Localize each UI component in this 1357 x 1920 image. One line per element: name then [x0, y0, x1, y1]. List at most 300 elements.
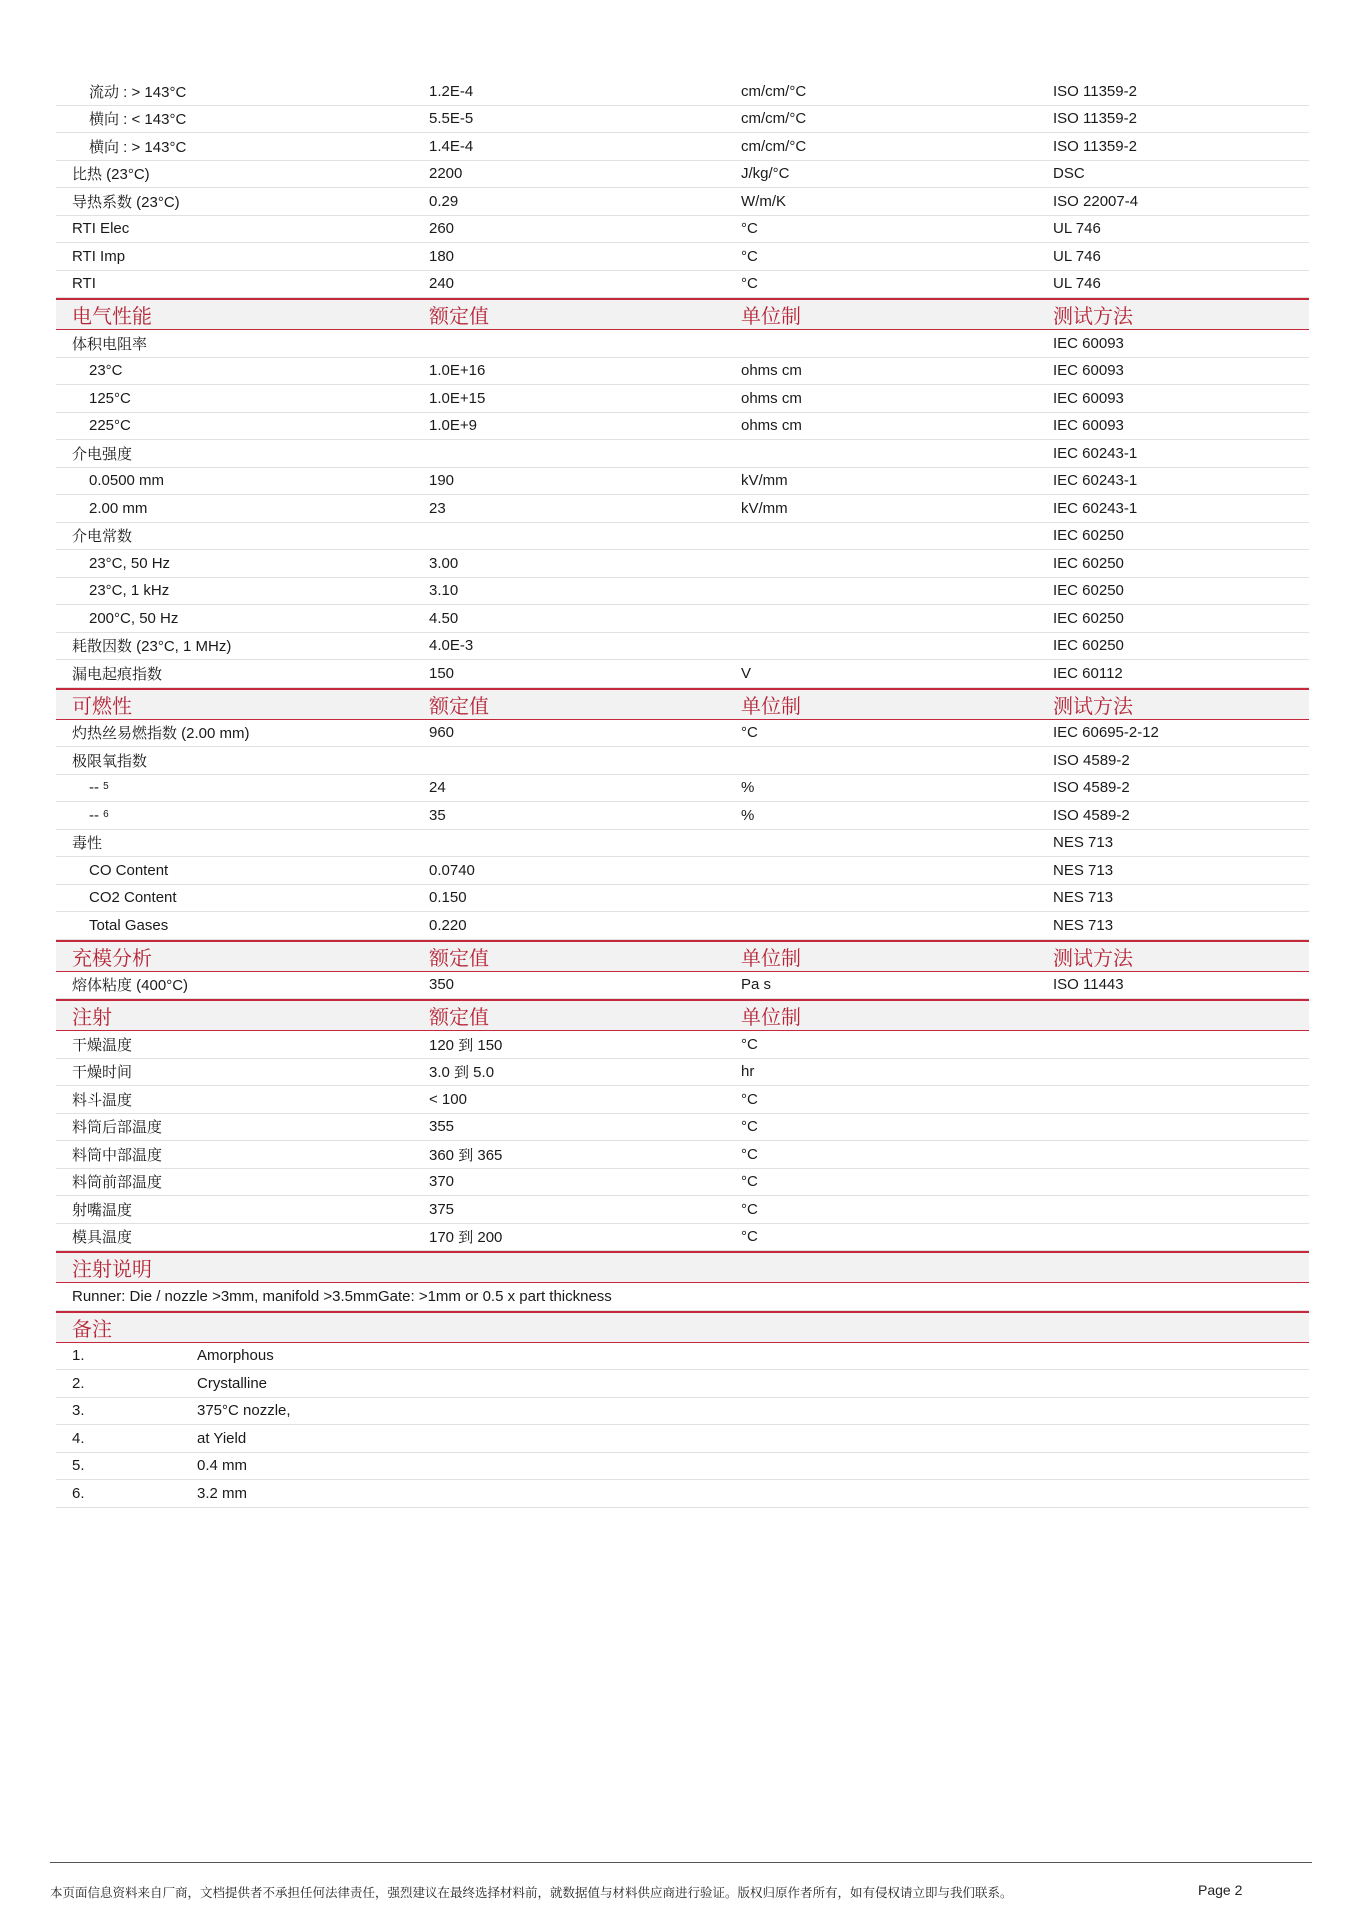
table-row [56, 578, 1309, 606]
property-value [429, 500, 741, 517]
property-unit [741, 83, 1053, 100]
note-number: 6. [72, 1484, 85, 1502]
property-value [429, 889, 741, 906]
property-name [56, 1034, 429, 1055]
injection-notes-text: Runner: Die / nozzle >3mm, manifold >3.5mmGate: >1mm or 0.5 x part thickness [72, 1287, 612, 1305]
property-name [56, 81, 429, 102]
property-name-text: 耗散因数 (23°C, 1 MHz) [72, 638, 232, 656]
property-value [429, 1091, 741, 1108]
property-value [429, 390, 741, 407]
table-row [56, 358, 1309, 386]
property-unit [741, 362, 1053, 379]
property-value [429, 472, 741, 489]
test-method-text: ISO 11359-2 [1053, 110, 1137, 128]
note-item [56, 1480, 1309, 1508]
property-name-text: 模具温度 [72, 1229, 133, 1247]
property-value [429, 362, 741, 379]
property-value [429, 665, 741, 682]
property-value-text: 0.150 [429, 889, 467, 907]
property-unit [741, 1036, 1053, 1053]
property-unit-text: cm/cm/°C [741, 110, 807, 128]
property-name [56, 220, 429, 237]
property-name [56, 974, 429, 995]
property-name-text: 介电常数 [72, 528, 133, 546]
property-value [429, 248, 741, 265]
footer-divider [50, 1862, 1312, 1863]
property-value [429, 138, 741, 155]
property-name-text: 比热 (23°C) [72, 166, 150, 184]
table-row [56, 330, 1309, 358]
property-value [429, 976, 741, 993]
test-method-text: NES 713 [1053, 861, 1114, 879]
property-unit-text: J/kg/°C [741, 165, 790, 183]
test-method-text: ISO 4589-2 [1053, 779, 1130, 797]
electrical-section-rows [56, 330, 1309, 688]
test-method [1053, 275, 1309, 292]
property-unit [741, 390, 1053, 407]
table-row [56, 1224, 1309, 1252]
note-text: 0.4 mm [197, 1457, 248, 1475]
test-method-text: UL 746 [1053, 275, 1101, 293]
property-name [56, 472, 429, 489]
note-item [56, 1370, 1309, 1398]
property-unit [741, 976, 1053, 993]
note-item [56, 1425, 1309, 1453]
property-name [56, 1199, 429, 1220]
property-name-text: 毒性 [72, 835, 103, 853]
table-row [56, 243, 1309, 271]
property-name [56, 582, 429, 599]
property-value-text: 1.2E-4 [429, 82, 474, 100]
test-method-text: UL 746 [1053, 220, 1101, 238]
column-header-value: 额定值 [429, 306, 489, 328]
test-method [1053, 555, 1309, 572]
property-name [56, 750, 429, 771]
property-unit [741, 275, 1053, 292]
section-title: 注射说明 [72, 1259, 152, 1281]
table-row [56, 271, 1309, 299]
property-unit [741, 417, 1053, 434]
property-unit [741, 1146, 1053, 1163]
property-name-text: 熔体粘度 (400°C) [72, 977, 189, 995]
property-name-text: 干燥温度 [72, 1036, 133, 1054]
property-name-text: 料筒后部温度 [72, 1119, 163, 1137]
property-unit-text: ohms cm [741, 417, 802, 435]
section-title: 可燃性 [72, 695, 132, 718]
table-row [56, 440, 1309, 468]
property-unit-text: °C [741, 1118, 758, 1136]
property-name-text: 极限氧指数 [72, 752, 148, 770]
property-unit-text: Pa s [741, 976, 772, 994]
test-method [1053, 917, 1309, 934]
property-name-text: 200°C, 50 Hz [89, 609, 179, 627]
property-name [56, 191, 429, 212]
test-method-text: IEC 60695-2-12 [1053, 724, 1159, 742]
property-value-text: 260 [429, 220, 455, 238]
note-text: 3.2 mm [197, 1484, 248, 1502]
test-method [1053, 779, 1309, 796]
table-row [56, 413, 1309, 441]
test-method [1053, 889, 1309, 906]
property-value-text: 150 [429, 664, 455, 682]
test-method-text: IEC 60243-1 [1053, 499, 1138, 517]
note-item [56, 1398, 1309, 1426]
property-unit-text: °C [741, 1145, 758, 1163]
note-item [56, 1343, 1309, 1371]
property-value-text: 0.29 [429, 192, 459, 210]
property-value [429, 610, 741, 627]
table-row [56, 1196, 1309, 1224]
column-header-unit: 单位制 [741, 695, 801, 718]
property-name [56, 136, 429, 157]
property-name [56, 1089, 429, 1110]
fill-analysis-section-rows [56, 972, 1309, 1000]
note-number: 4. [72, 1429, 85, 1447]
table-row [56, 857, 1309, 885]
property-value [429, 1201, 741, 1218]
property-unit [741, 1201, 1053, 1218]
test-method [1053, 472, 1309, 489]
property-value [429, 1118, 741, 1135]
test-method [1053, 193, 1309, 210]
footnote-ref: 6 [103, 808, 109, 820]
electrical-header [56, 298, 1309, 330]
test-method-text: ISO 4589-2 [1053, 806, 1130, 824]
table-row [56, 1031, 1309, 1059]
test-method-text: ISO 11359-2 [1053, 137, 1137, 155]
table-row [56, 972, 1309, 1000]
property-name-text: RTI Elec [72, 220, 130, 238]
injection-section-rows [56, 1031, 1309, 1251]
test-method-text: UL 746 [1053, 247, 1101, 265]
property-name-text: 23°C, 50 Hz [89, 554, 171, 572]
property-name [56, 779, 429, 796]
section-title: 备注 [72, 1318, 112, 1341]
note-number: 2. [72, 1374, 85, 1392]
injection-notes-row [56, 1283, 1309, 1311]
property-unit-text: °C [741, 220, 758, 238]
property-unit [741, 472, 1053, 489]
table-row [56, 1114, 1309, 1142]
property-name [56, 417, 429, 434]
table-row [56, 468, 1309, 496]
table-row [56, 775, 1309, 803]
table-row [56, 216, 1309, 244]
test-method [1053, 335, 1309, 352]
property-unit-text: W/m/K [741, 192, 786, 210]
property-value [429, 1061, 741, 1082]
property-value-text: 1.0E+9 [429, 417, 477, 435]
note-number: 3. [72, 1402, 85, 1420]
table-row [56, 802, 1309, 830]
test-method [1053, 248, 1309, 265]
test-method-text: IEC 60250 [1053, 554, 1124, 572]
test-method-text: IEC 60250 [1053, 527, 1124, 545]
table-row [56, 1141, 1309, 1169]
test-method [1053, 752, 1309, 769]
property-name-text: 2.00 mm [89, 499, 148, 517]
test-method-text: IEC 60112 [1053, 664, 1123, 682]
property-name-text: 0.0500 mm [89, 472, 165, 490]
property-value-text: 0.220 [429, 916, 467, 934]
property-value [429, 724, 741, 741]
property-value [429, 862, 741, 879]
test-method [1053, 527, 1309, 544]
section-title: 电气性能 [72, 306, 152, 328]
note-text: Amorphous [197, 1347, 274, 1365]
property-name-text: 介电强度 [72, 445, 133, 463]
table-row [56, 830, 1309, 858]
notes-header [56, 1311, 1309, 1343]
property-unit [741, 807, 1053, 824]
note-text: 375°C nozzle, [197, 1402, 291, 1420]
property-value [429, 1173, 741, 1190]
property-value-text: 3.00 [429, 554, 459, 572]
property-unit [741, 165, 1053, 182]
property-unit [741, 779, 1053, 796]
thermal-section-rows [56, 78, 1309, 298]
property-name-text: -- [89, 779, 99, 797]
property-unit [741, 248, 1053, 265]
property-name [56, 722, 429, 743]
property-unit [741, 1063, 1053, 1080]
table-row [56, 720, 1309, 748]
property-value-text: 120 到 150 [429, 1036, 503, 1054]
table-row [56, 885, 1309, 913]
column-header-unit: 单位制 [741, 1007, 801, 1029]
property-name-text: 射嘴温度 [72, 1201, 133, 1219]
property-name [56, 555, 429, 572]
table-row [56, 1059, 1309, 1087]
section-title: 注射 [72, 1007, 112, 1029]
property-unit [741, 193, 1053, 210]
property-name [56, 862, 429, 879]
property-value-text: 190 [429, 472, 455, 490]
property-name-text: 料筒前部温度 [72, 1174, 163, 1192]
property-value [429, 220, 741, 237]
property-unit-text: cm/cm/°C [741, 137, 807, 155]
test-method [1053, 834, 1309, 851]
section-title: 充模分析 [72, 947, 152, 970]
property-unit [741, 138, 1053, 155]
property-name [56, 390, 429, 407]
property-name-text: 体积电阻率 [72, 335, 148, 353]
property-name [56, 635, 429, 656]
property-unit-text: °C [741, 1200, 758, 1218]
table-row [56, 523, 1309, 551]
table-row [56, 660, 1309, 688]
test-method [1053, 500, 1309, 517]
table-row [56, 78, 1309, 106]
test-method [1053, 362, 1309, 379]
property-value-text: 35 [429, 806, 446, 824]
property-unit-text: % [741, 779, 755, 797]
test-method [1053, 637, 1309, 654]
property-value [429, 807, 741, 824]
property-unit-text: °C [741, 275, 758, 293]
test-method [1053, 582, 1309, 599]
property-value-text: 3.0 到 5.0 [429, 1064, 495, 1082]
column-header-unit: 单位制 [741, 306, 801, 328]
test-method-text: IEC 60243-1 [1053, 444, 1138, 462]
property-name-text: 225°C [89, 417, 131, 435]
property-name-text: 导热系数 (23°C) [72, 193, 180, 211]
test-method [1053, 807, 1309, 824]
property-unit [741, 665, 1053, 682]
property-unit-text: °C [741, 1090, 758, 1108]
test-method-text: NES 713 [1053, 889, 1114, 907]
property-unit-text: °C [741, 1228, 758, 1246]
test-method-text: IEC 60093 [1053, 417, 1124, 435]
property-value-text: 24 [429, 779, 446, 797]
test-method [1053, 724, 1309, 741]
test-method-text: IEC 60243-1 [1053, 472, 1138, 490]
property-value-text: 0.0740 [429, 861, 475, 879]
property-value-text: 1.0E+16 [429, 362, 486, 380]
datasheet [56, 78, 1309, 1508]
property-unit [741, 500, 1053, 517]
property-name [56, 500, 429, 517]
test-method-text: IEC 60093 [1053, 362, 1124, 380]
property-value [429, 110, 741, 127]
test-method [1053, 83, 1309, 100]
property-unit-text: °C [741, 724, 758, 742]
test-method-text: ISO 22007-4 [1053, 192, 1139, 210]
column-header-method: 测试方法 [1053, 695, 1133, 718]
property-name-text: 料筒中部温度 [72, 1146, 163, 1164]
table-row [56, 188, 1309, 216]
table-row [56, 1086, 1309, 1114]
flammability-header [56, 688, 1309, 720]
property-unit-text: % [741, 806, 755, 824]
column-header-method: 测试方法 [1053, 947, 1133, 970]
property-value-text: 2200 [429, 165, 463, 183]
test-method-text: IEC 60250 [1053, 609, 1124, 627]
property-value [429, 637, 741, 654]
property-unit [741, 220, 1053, 237]
note-number: 1. [72, 1347, 85, 1365]
property-name-text: 横向 : < 143°C [89, 111, 187, 129]
table-row [56, 747, 1309, 775]
property-value-text: < 100 [429, 1090, 467, 1108]
column-header-value: 额定值 [429, 695, 489, 718]
table-row [56, 385, 1309, 413]
property-value-text: 960 [429, 724, 455, 742]
property-unit [741, 1118, 1053, 1135]
property-name [56, 1061, 429, 1082]
property-value-text: 375 [429, 1200, 455, 1218]
test-method [1053, 390, 1309, 407]
property-name [56, 163, 429, 184]
property-name-text: 横向 : > 143°C [89, 138, 187, 156]
property-unit-text: ohms cm [741, 362, 802, 380]
note-number: 5. [72, 1457, 85, 1475]
property-name-text: Total Gases [89, 916, 169, 934]
table-row [56, 633, 1309, 661]
property-name [56, 248, 429, 265]
column-header-unit: 单位制 [741, 947, 801, 970]
property-value [429, 779, 741, 796]
property-unit [741, 724, 1053, 741]
property-name [56, 832, 429, 853]
property-name [56, 443, 429, 464]
property-value [429, 1226, 741, 1247]
property-name [56, 333, 429, 354]
table-row [56, 912, 1309, 940]
test-method [1053, 445, 1309, 462]
property-name-text: 流动 : > 143°C [89, 83, 187, 101]
property-unit [741, 1091, 1053, 1108]
property-value [429, 193, 741, 210]
property-unit-text: °C [741, 247, 758, 265]
property-value [429, 417, 741, 434]
note-text: at Yield [197, 1429, 247, 1447]
column-header-method: 测试方法 [1053, 306, 1133, 328]
test-method-text: DSC [1053, 165, 1085, 183]
test-method-text: IEC 60093 [1053, 389, 1124, 407]
property-unit [741, 1228, 1053, 1245]
test-method-text: NES 713 [1053, 834, 1114, 852]
property-name [56, 610, 429, 627]
property-value [429, 582, 741, 599]
property-name-text: 125°C [89, 389, 131, 407]
property-unit-text: ohms cm [741, 389, 802, 407]
column-header-value: 额定值 [429, 1007, 489, 1029]
property-name [56, 1226, 429, 1247]
property-value-text: 4.0E-3 [429, 637, 474, 655]
property-value-text: 4.50 [429, 609, 459, 627]
page-number: Page 2 [1198, 1882, 1243, 1898]
property-name-text: RTI [72, 275, 96, 293]
property-value [429, 83, 741, 100]
property-value-text: 180 [429, 247, 455, 265]
table-row [56, 161, 1309, 189]
property-unit-text: hr [741, 1063, 755, 1081]
property-name [56, 807, 429, 824]
table-row [56, 1169, 1309, 1197]
property-value-text: 23 [429, 499, 446, 517]
property-value-text: 1.0E+15 [429, 389, 486, 407]
test-method [1053, 665, 1309, 682]
property-value [429, 555, 741, 572]
test-method [1053, 110, 1309, 127]
property-name [56, 108, 429, 129]
property-unit-text: °C [741, 1035, 758, 1053]
footer-disclaimer: 本页面信息资料来自厂商，文档提供者不承担任何法律责任，强烈建议在最终选择材料前，就数据值与材料供应商进行验证。版权归原作者所有，如有侵权请立即与我们联系。 [50, 1886, 1013, 1900]
test-method [1053, 862, 1309, 879]
property-value-text: 170 到 200 [429, 1229, 503, 1247]
test-method-text: IEC 60250 [1053, 582, 1124, 600]
test-method-text: IEC 60093 [1053, 334, 1124, 352]
test-method [1053, 610, 1309, 627]
property-value [429, 165, 741, 182]
test-method [1053, 138, 1309, 155]
test-method [1053, 220, 1309, 237]
property-value-text: 240 [429, 275, 455, 293]
property-unit-text: cm/cm/°C [741, 82, 807, 100]
notes-section-rows [56, 1343, 1309, 1508]
property-value [429, 1144, 741, 1165]
property-value-text: 355 [429, 1118, 455, 1136]
property-value-text: 3.10 [429, 582, 459, 600]
table-row [56, 605, 1309, 633]
property-name [56, 917, 429, 934]
injection-notes-header [56, 1251, 1309, 1283]
property-unit-text: °C [741, 1173, 758, 1191]
injection-header [56, 999, 1309, 1031]
property-unit-text: V [741, 664, 752, 682]
property-unit-text: kV/mm [741, 499, 788, 517]
